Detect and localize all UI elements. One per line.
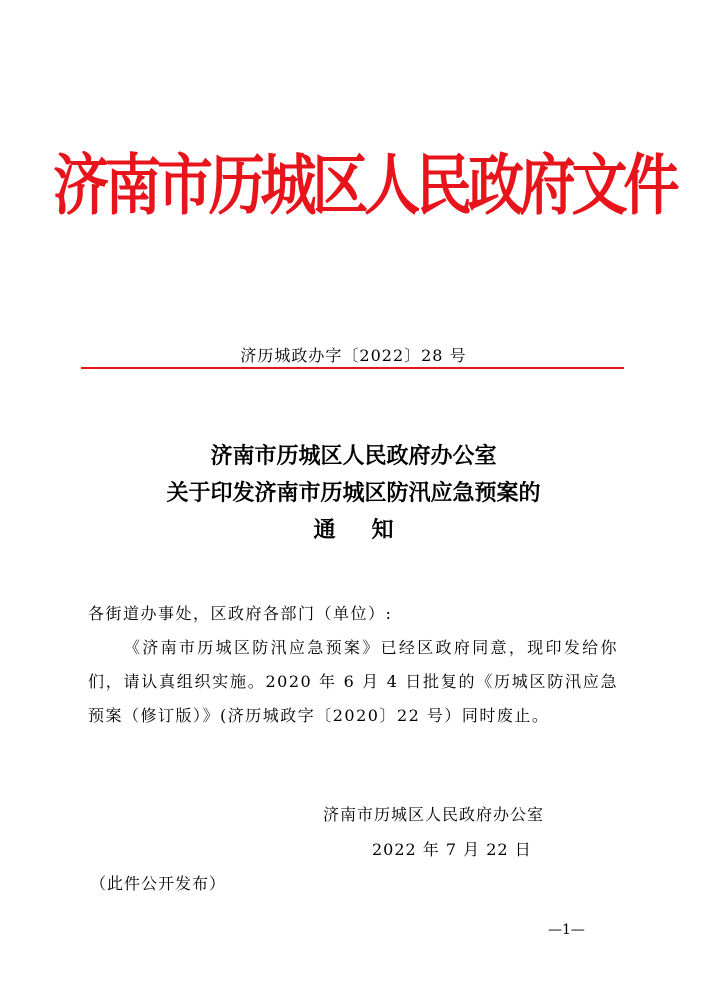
title-line-3: 通知: [313, 517, 430, 543]
title-line-2: 关于印发济南市历城区防汛应急预案的: [166, 480, 541, 506]
document-body: [88, 597, 618, 733]
masthead-title: 济南市历城区人民政府文件: [53, 146, 676, 224]
page-number: —1—: [548, 922, 585, 938]
document-number: 济历城政办字〔2022〕28 号: [240, 346, 467, 365]
issuer-name: 济南市历城区人民政府办公室: [323, 805, 545, 824]
public-release-note: （此件公开发布）: [90, 874, 227, 893]
red-divider-line: [81, 367, 624, 369]
issue-date: 2022 年 7 月 22 日: [372, 840, 532, 859]
body-paragraph: 《济南市历城区防汛应急预案》已经区政府同意，现印发给你们，请认真组织实施。2020 年 6 月 4 日批复的《历城区防汛应急预案（修订版）》(济历城政字〔2020〕22 号）同时废止。: [88, 638, 618, 725]
document-title: [0, 438, 707, 549]
salutation: 各街道办事处，区政府各部门（单位）:: [88, 604, 393, 623]
title-line-1: 济南市历城区人民政府办公室: [210, 443, 497, 469]
